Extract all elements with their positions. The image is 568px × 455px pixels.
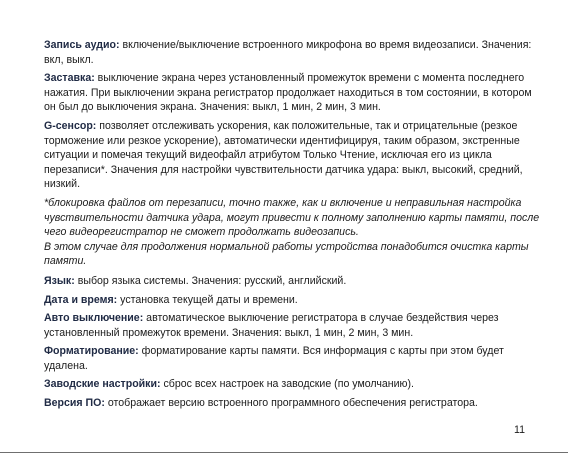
setting-term: Язык: <box>44 274 75 287</box>
setting-firmware-version <box>44 396 544 411</box>
setting-term: G-сенсор: <box>44 119 97 132</box>
setting-description: сброс всех настроек на заводские (по умолчанию). <box>160 378 414 391</box>
footnote-line: В этом случае для продолжения нормальной работы устройства понадобится очистка карты памяти. <box>44 240 529 268</box>
setting-description: автоматическое выключение регистратора в случае бездействия через установленный промежуток времени. Значения: выкл, 1 мин, 2 мин, 3 мин. <box>44 312 499 339</box>
setting-term: Форматирование: <box>44 345 139 358</box>
setting-description: форматирование карты памяти. Вся информация с карты при этом будет удалена. <box>44 345 504 372</box>
manual-page <box>44 38 544 415</box>
setting-description: выключение экрана через установленный промежуток времени с момента последнего нажатия. При выключении экрана регистратор продолжает находиться в том состоянии, в котором он был до выключения экрана. Значения: выкл, 1 мин, 2 мин, 3 мин. <box>44 72 532 114</box>
setting-audio-recording <box>44 38 544 67</box>
setting-description: выбор языка системы. Значения: русский, английский. <box>74 274 347 287</box>
setting-screensaver <box>44 71 544 115</box>
page-number: 11 <box>514 424 525 436</box>
page-bottom-rule <box>0 452 568 453</box>
setting-date-time <box>44 293 544 308</box>
setting-format <box>44 344 544 373</box>
setting-term: Запись аудио: <box>44 39 120 51</box>
setting-language <box>44 274 544 289</box>
setting-auto-off <box>44 311 544 340</box>
setting-term: Дата и время: <box>44 293 118 306</box>
setting-description: отображает версию встроенного программного обеспечения регистратора. <box>104 397 478 410</box>
setting-factory-reset <box>44 377 544 392</box>
footnote <box>44 196 544 269</box>
setting-term: Авто выключение: <box>44 312 144 325</box>
footnote-line: *блокировка файлов от перезаписи, точно также, как и включение и неправильная настройка чувствительности датчика удара, могут привести к полному заполнению карты памяти, после чего видеорегистратор не сможет продолжать видеозапись. <box>44 196 540 239</box>
setting-description: включение/выключение встроенного микрофона во время видеозаписи. Значения: вкл, выкл. <box>44 39 532 66</box>
setting-g-sensor <box>44 119 544 192</box>
setting-description: позволяет отслеживать ускорения, как положительные, так и отрицательные (резкое торможение или резкое ускорение), автоматически идентифицируя, таким образом, экстренные ситуации и помечая текущий видеофайл атрибутом Только Чтение, исключая его из цикла перезаписи*. Значения для настройки чувствительности датчика удара: выкл, высокий, средний, низкий. <box>44 119 523 191</box>
setting-term: Версия ПО: <box>44 397 105 410</box>
setting-term: Заводские настройки: <box>44 378 161 391</box>
setting-term: Заставка: <box>44 72 95 85</box>
setting-description: установка текущей даты и времени. <box>117 293 298 306</box>
